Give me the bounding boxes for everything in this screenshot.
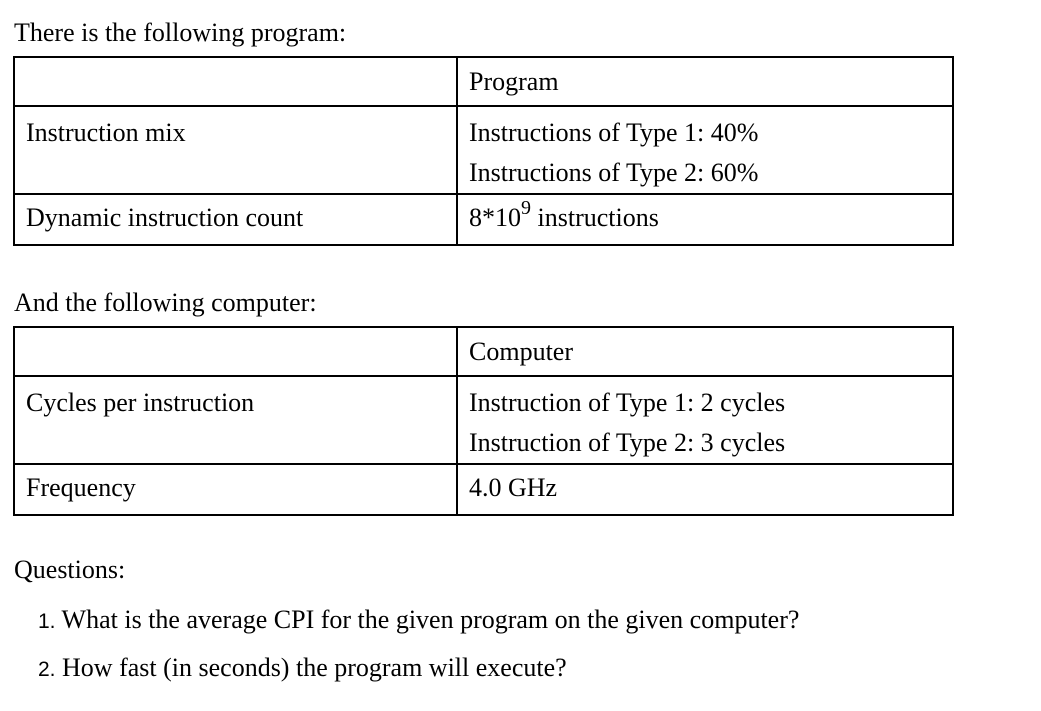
computer-table <box>13 326 954 516</box>
question-text: How fast (in seconds) the program will execute? <box>62 653 567 682</box>
count-unit: instructions <box>531 203 659 232</box>
table-header-cell-computer: Computer <box>457 327 953 376</box>
table-row <box>14 376 953 464</box>
question-number: 2. <box>38 658 56 681</box>
row-label-frequency: Frequency <box>14 464 457 515</box>
table-header-cell-program: Program <box>457 57 953 106</box>
table-header-row <box>14 57 953 106</box>
mix-type2: Instructions of Type 2: 60% <box>469 158 759 187</box>
table-row <box>14 194 953 245</box>
row-value-cpi <box>457 376 953 464</box>
count-base: 8*10 <box>469 203 521 232</box>
cpi-type1: Instruction of Type 1: 2 cycles <box>469 388 786 417</box>
program-table <box>13 56 954 246</box>
row-label-instruction-mix: Instruction mix <box>14 106 457 194</box>
row-value-instruction-count <box>457 194 953 245</box>
questions-heading: Questions: <box>14 555 126 584</box>
question-text: What is the average CPI for the given program on the given computer? <box>61 605 800 634</box>
question-item <box>38 652 567 686</box>
row-value-instruction-mix <box>457 106 953 194</box>
questions-section <box>14 554 125 586</box>
question-item <box>38 604 799 638</box>
mix-type1: Instructions of Type 1: 40% <box>469 118 759 147</box>
row-label-instruction-count: Dynamic instruction count <box>14 194 457 245</box>
table-header-cell-empty <box>14 327 457 376</box>
row-label-cpi: Cycles per instruction <box>14 376 457 464</box>
question-number: 1. <box>38 610 56 633</box>
table-row <box>14 106 953 194</box>
table-row <box>14 464 953 515</box>
table-header-cell-empty <box>14 57 457 106</box>
computer-intro: And the following computer: <box>14 288 317 317</box>
cpi-type2: Instruction of Type 2: 3 cycles <box>469 428 786 457</box>
count-exponent: 9 <box>521 197 531 219</box>
program-intro: There is the following program: <box>14 18 347 47</box>
row-value-frequency: 4.0 GHz <box>457 464 953 515</box>
table-header-row <box>14 327 953 376</box>
